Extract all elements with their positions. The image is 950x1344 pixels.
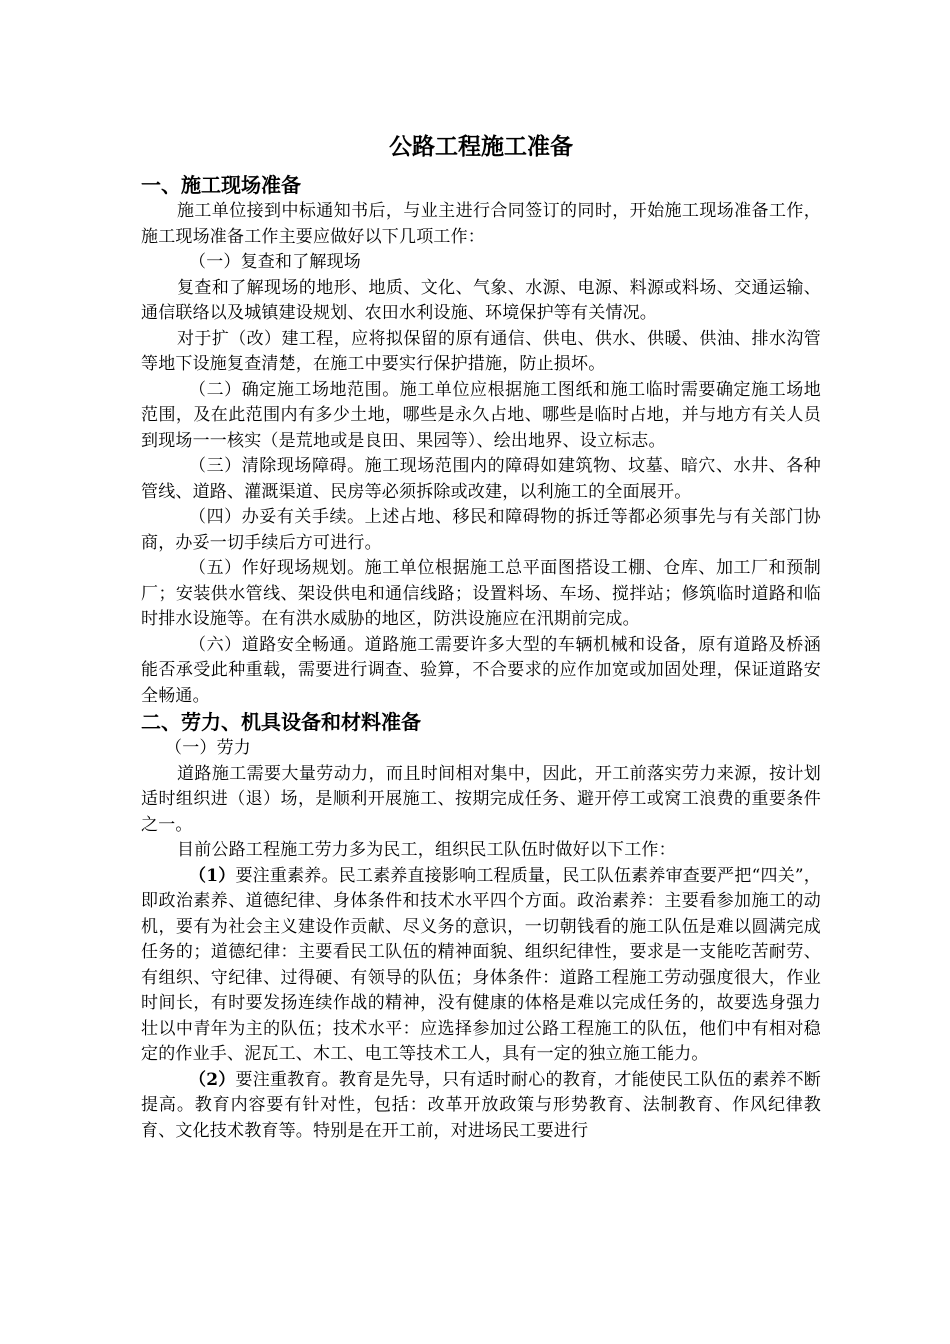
subsection-title: （一）劳力 — [165, 738, 251, 758]
paragraph: 复查和了解现场的地形、地质、文化、气象、水源、电源、料源或料场、交通运输、通信联络以及城镇建设规划、农田水利设施、环境保护等有关情况。 — [141, 277, 821, 323]
subsection-title: （一）复查和了解现场 — [189, 252, 361, 272]
item-text: 要注重教育。教育是先导，只有适时耐心的教育，才能使民工队伍的素养不断提高。教育内容要有针对性，包括：改革开放政策与形势教育、法制教育、作风纪律教育、文化技术教育等。特别是在开工前，对进场民工要进行 — [141, 1069, 821, 1141]
paragraph — [141, 864, 821, 1068]
paragraph: 道路施工需要大量劳动力，而且时间相对集中，因此，开工前落实劳力来源，按计划适时组织进（退）场，是顺利开展施工、按期完成任务、避开停工或窝工浪费的重要条件之一。 — [141, 763, 821, 835]
paragraph: 对于扩（改）建工程，应将拟保留的原有通信、供电、供水、供暖、供油、排水沟管等地下设施复查清楚，在施工中要实行保护措施，防止损坏。 — [141, 328, 821, 374]
paragraph — [141, 1068, 821, 1145]
item-number: （1） — [189, 865, 236, 886]
document-title: 公路工程施工准备 — [389, 134, 573, 160]
paragraph: （三）清除现场障碍。施工现场范围内的障碍如建筑物、坟墓、暗穴、水井、各种管线、道路、灌溉渠道、民房等必须拆除或改建，以利施工的全面展开。 — [141, 456, 821, 502]
item-text: 要注重素养。民工素养直接影响工程质量，民工队伍素养审查要严把“四关”，即政治素养、道德纪律、身体条件和技术水平四个方面。政治素养：主要看参加施工的动机，要有为社会主义建设作贡献、尽义务的意识，一切朝钱看的施工队伍是难以圆满完成任务的；道德纪律：主要看民工队伍的精神面貌、组织纪律性，要求是一支能吃苦耐劳、有组织、守纪律、过得硬、有领导的队伍；身体条件：道路工程施工劳动强度很大，作业时间长，有时要发扬连续作战的精神，没有健康的体格是难以完成任务的，故要选身强力壮以中青年为主的队伍；技术水平：应选择参加过公路工程施工的队伍，他们中有相对稳定的作业手、泥瓦工、木工、电工等技术工人，具有一定的独立施工能力。 — [141, 865, 821, 1064]
section-heading-2: 二、劳力、机具设备和材料准备 — [141, 710, 421, 734]
paragraph: （五）作好现场规划。施工单位根据施工总平面图搭设工棚、仓库、加工厂和预制厂；安装供水管线、架设供电和通信线路；设置料场、车场、搅拌站；修筑临时道路和临时排水设施等。在有洪水威胁的地区，防洪设施应在汛期前完成。 — [141, 558, 821, 629]
paragraph: （四）办妥有关手续。上述占地、移民和障碍物的拆迁等都必须事先与有关部门协商，办妥一切手续后方可进行。 — [141, 507, 821, 553]
paragraph: （六）道路安全畅通。道路施工需要许多大型的车辆机械和设备，原有道路及桥涵能否承受此种重载，需要进行调查、验算，不合要求的应作加宽或加固处理，保证道路安全畅通。 — [141, 634, 821, 706]
paragraph: 目前公路工程施工劳力多为民工，组织民工队伍时做好以下工作： — [177, 840, 676, 860]
section-heading-1: 一、施工现场准备 — [141, 173, 301, 197]
document-page — [141, 130, 821, 1144]
item-number: （2） — [189, 1069, 236, 1090]
paragraph: （二）确定施工场地范围。施工单位应根据施工图纸和施工临时需要确定施工场地范围，及在此范围内有多少土地，哪些是永久占地、哪些是临时占地，并与地方有关人员到现场一一核实（是荒地或是良田、果园等）、绘出地界、设立标志。 — [141, 379, 821, 451]
paragraph: 施工单位接到中标通知书后，与业主进行合同签订的同时，开始施工现场准备工作，施工现场准备工作主要应做好以下几项工作： — [141, 201, 821, 247]
